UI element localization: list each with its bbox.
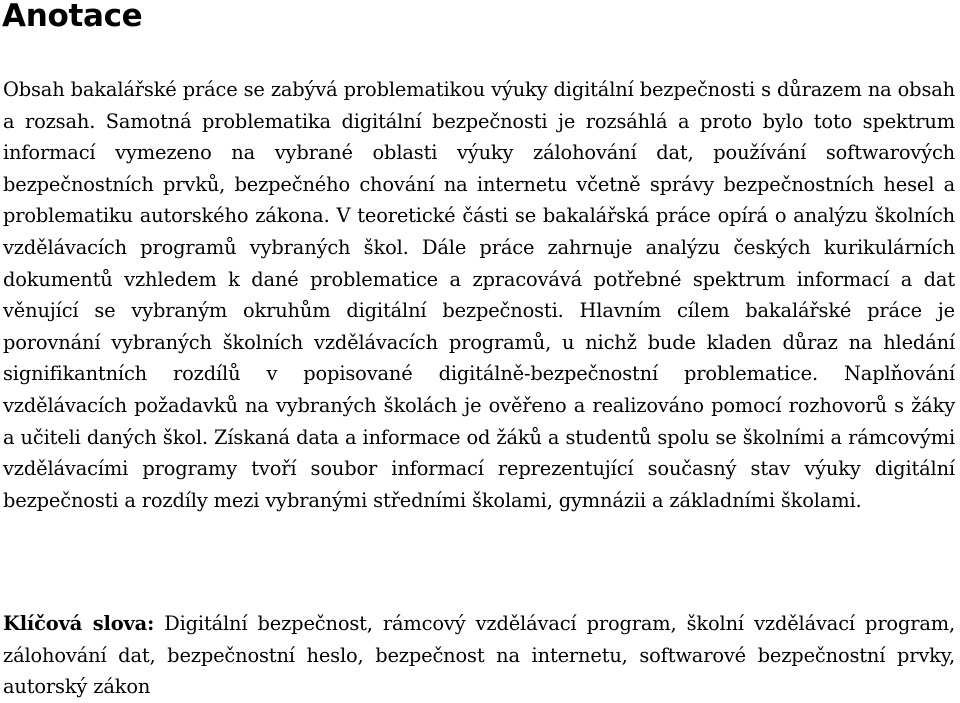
section-heading: Anotace bbox=[2, 0, 143, 34]
keywords-text: Digitální bezpečnost, rámcový vzdělávací program, školní vzdělávací program, zálohování dat, bezpečnostní heslo, bezpečnost na internetu, softwarové bezpečnostní prvky, autorský zákon bbox=[3, 612, 956, 699]
abstract-paragraph: Obsah bakalářské práce se zabývá problematikou výuky digitální bezpečnosti s důrazem na obsah a rozsah. Samotná problematika digitální bezpečnosti je rozsáhlá a proto bylo toto spektrum informací vymezeno na vybrané oblasti výuky zálohování dat, používání softwarových bezpečnostních prvků, bezpečného chování na internetu včetně správy bezpečnostních hesel a problematiku autorského zákona. V teoretické části se bakalářská práce opírá o analýzu školních vzdělávacích programů vybraných škol. Dále práce zahrnuje analýzu českých kurikulárních dokumentů vzhledem k dané problematice a zpracovává potřebné spektrum informací a dat věnující se vybraným okruhům digitální bezpečnosti. Hlavním cílem bakalářské práce je porovnání vybraných školních vzdělávacích programů, u nichž bude kladen důraz na hledání signifikantních rozdílů v popisované digitálně-bezpečnostní problematice. Naplňování vzdělávacích požadavků na vybraných školách je ověřeno a realizováno pomocí rozhovorů s žáky a učiteli daných škol. Získaná data a informace od žáků a studentů spolu se školními a rámcovými vzdělávacími programy tvoří soubor informací reprezentující současný stav výuky digitální bezpečnosti a rozdíly mezi vybranými středními školami, gymnázii a základními školami. bbox=[3, 78, 955, 512]
keywords-label: Klíčová slova: bbox=[3, 612, 155, 635]
keywords-paragraph bbox=[3, 608, 955, 703]
